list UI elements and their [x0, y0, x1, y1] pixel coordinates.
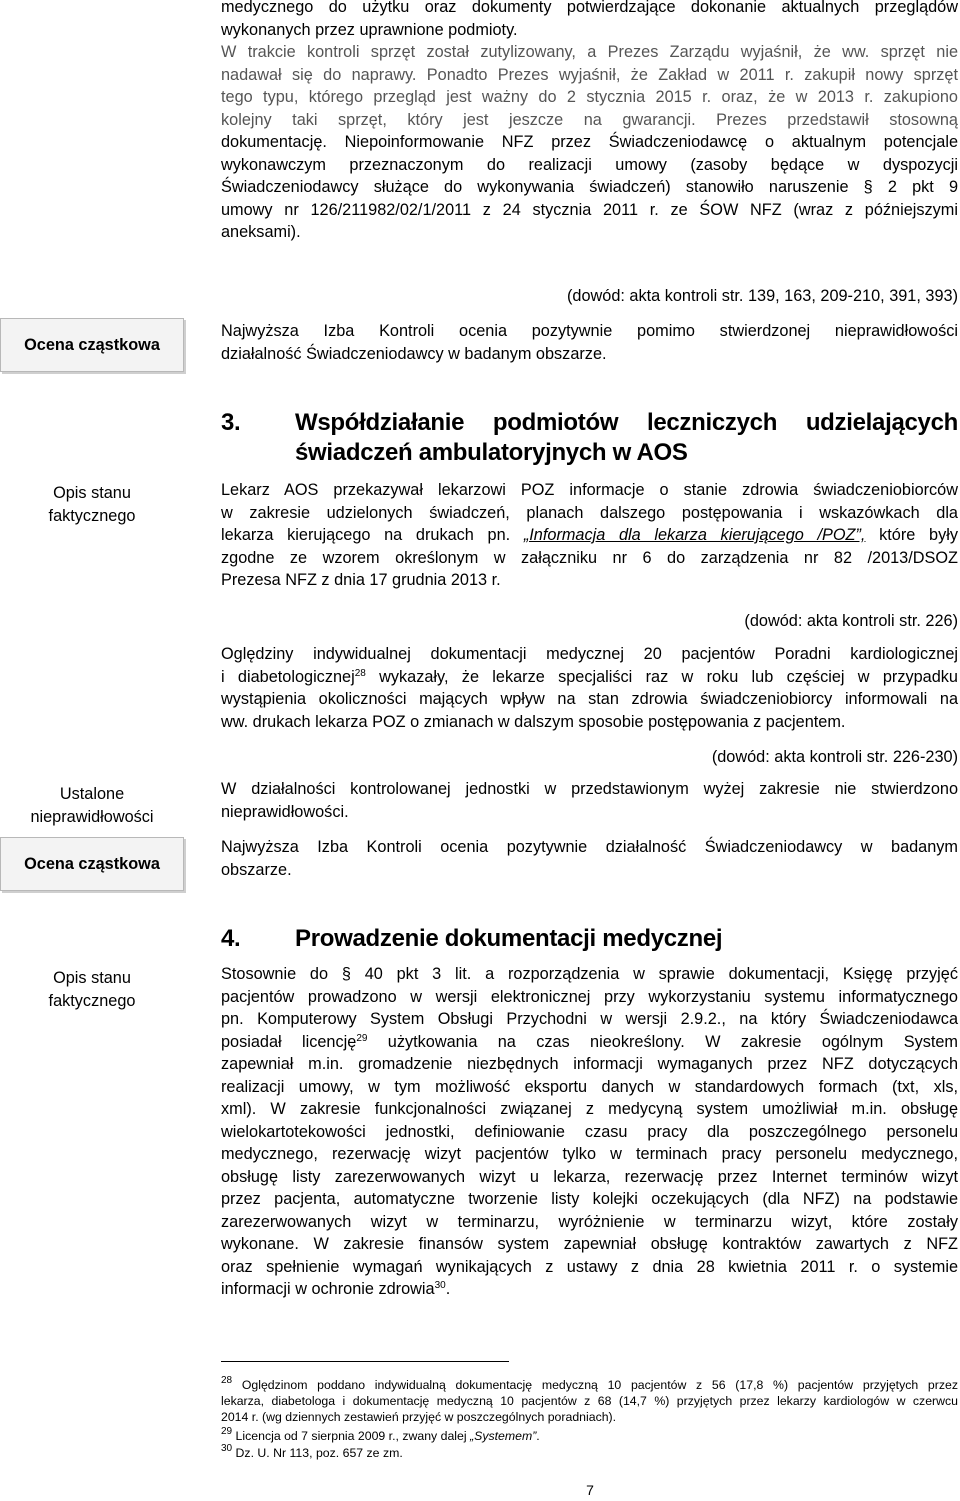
text-line: umowy nr 126/211982/02/1/2011 z 24 stycznia 2011 r. ze ŚOW NFZ (wraz z późniejszymi	[221, 200, 958, 219]
side-label-findings: Ustalone nieprawidłowości	[30, 785, 154, 826]
findings-text: W działalności kontrolowanej jednostki w przedstawionym wyżej zakresie nie stwierdzono nieprawidłowości.	[221, 780, 958, 821]
section-title: Współdziałanie podmiotów leczniczych udzielających	[295, 409, 958, 436]
footnote-30: $^{30}$ Dz. U. Nr 113, poz. 657 ze zm.	[221, 1443, 403, 1460]
text-line: dokumentację. Niepoinformowanie NFZ przez Świadczeniodawcę o aktualnym potencjale	[221, 133, 958, 151]
text-line: kolejny taki sprzęt, który jest jeszcze na gwarancji. Prezes przedstawił stosowną	[221, 110, 958, 129]
section-4-paragraph: Stosownie do § 40 pkt 3 lit. a rozporządzenia w sprawie dokumentacji, Księgę przyjęć pacjentów prowadzono w wersji elektronicznej przy wykorzystaniu systemu informatycznego pn. Komputerowy System Obsługi Przychodni w wersji 2.9.2., na który Świadczeniodawca posiadał licencję$^{29}$ użytkowania na czas nieokreślony. W zakresie ogólnym System zapewniał m.in. gromadzenie niezbędnych informacji wymaganych przez NFZ dotyczących realizacji umowy, w tym możliwość eksportu danych w standardowych formach (txt, xls, xml). W zakresie funkcjonalności związanej z medycyną system umożliwiał m.in. obsługę wielokartotekowości jednostki, definiowanie czasu pracy dla poszczególnego personelu medycznego, rezerwację wizyt pacjentów tylko w terminach pracy personelu medycznego, obsługę listy zarezerwowanych wizyt u lekarza, rezerwację przez Internet terminów wizyt przez pacjenta, automatyczne tworzenie listy kolejki oczekujących (dla NFZ) na podstawie zarezerwowanych wizyt w terminarzu, wyróżnienie w terminarzu wizyt, które zostały wykonane. W zakresie finansów system zapewniał obsługę kontraktów zawartych z NFZ oraz spełnienie wymagań wynikających z ustawy z dnia 28 kwietnia 2011 r. o systemie informacji w ochronie zdrowia$^{30}$.	[221, 965, 958, 1298]
text-line: nadawał się do naprawy. Ponadto Prezes wyjaśnił, że Zakład w 2011 r. zakupił nowy sprzęt	[221, 65, 958, 84]
evidence-note: (dowód: akta kontroli str. 226)	[744, 612, 958, 630]
section-title: świadczeń ambulatoryjnych w AOS	[295, 439, 688, 466]
evidence-note: (dowód: akta kontroli str. 139, 163, 209-210, 391, 393)	[566, 287, 958, 305]
assessment-text: Najwyższa Izba Kontroli ocenia pozytywnie działalność Świadczeniodawcy w badanym obszarze.	[221, 838, 958, 879]
assessment-box: Ocena cząstkowa	[0, 318, 184, 372]
text-line: medycznego do użytku oraz dokumenty potwierdzające dokonanie aktualnych przeglądów	[221, 0, 958, 16]
text-line: tego typu, którego przegląd jest ważny do 2 stycznia 2015 r. oraz, że w 2013 r. zakupiono	[221, 88, 958, 106]
text-line: W trakcie kontroli sprzęt został zutylizowany, a Prezes Zarządu wyjaśnił, że ww. sprzęt nie	[221, 43, 958, 61]
section-4-heading	[221, 924, 958, 956]
assessment-text	[221, 320, 958, 365]
evidence-note: (dowód: akta kontroli str. 226-230)	[711, 748, 958, 766]
text-line: Świadczeniodawcy służące do wykonywania świadczeń) stanowiło naruszenie § 2 pkt 9	[221, 178, 958, 196]
section-title: Prowadzenie dokumentacji medycznej	[295, 925, 723, 952]
top-paragraph	[221, 0, 958, 244]
section-number: 3.	[221, 409, 241, 436]
section-3-paragraph-1: Lekarz AOS przekazywał lekarzowi POZ informacje o stanie zdrowia świadczeniobiorców w zakresie udzielonych świadczeń, planach dalszego postępowania i wskazówkach dla lekarza kierującego na drukach pn. „Informacja dla lekarza kierującego /POZ”, które były zgodne ze wzorem określonym w załączniku nr 6 do zarządzenia nr 82 /2013/DSOZ Prezesa NFZ z dnia 17 grudnia 2013 r.	[221, 481, 958, 589]
text-line: wykonanych przez uprawnione podmioty.	[221, 20, 518, 39]
section-3-heading	[221, 408, 958, 470]
text-line: Najwyższa Izba Kontroli ocenia pozytywnie pomimo stwierdzonej nieprawidłowości	[221, 322, 958, 340]
side-label-facts: Opis stanu faktycznego	[48, 969, 136, 1010]
footnote-separator	[221, 1361, 509, 1362]
footnote-28: $^{28}$ Oględzinom poddano indywidualną dokumentację medyczną 10 pacjentów z 56 (17,8 %) pacjentów przyjętych przez lekarza, diabetologa i dokumentację medyczną 10 pacjentów z 68 (14,7 %) przyjętych przez lekarzy kardiologów w czerwcu 2014 r. (wg dziennych zestawień przyjęć w poszczególnych poradniach).	[221, 1375, 958, 1424]
text-line: wykonawczym przeznaczonym do realizacji umowy (zasoby będące w dyspozycji	[221, 155, 958, 174]
assessment-box: Ocena cząstkowa	[0, 837, 184, 891]
section-3-paragraph-2: Oględziny indywidualnej dokumentacji medycznej 20 pacjentów Poradni kardiologicznej i diabetologicznej$^{28}$ wykazały, że lekarze specjaliści raz w roku lub częściej w przypadku wystąpienia okoliczności mających wpływ na stan zdrowia świadczeniobiorcy informowali na ww. drukach lekarza POZ o zmianach w dalszym sposobie postępowania z pacjentem.	[221, 645, 958, 731]
text-line: działalność Świadczeniodawcy w badanym obszarze.	[221, 344, 607, 363]
footnote-29: $^{29}$ Licencja od 7 sierpnia 2009 r., zwany dalej „Systemem”.	[221, 1426, 540, 1443]
side-label-facts: Opis stanu faktycznego	[48, 484, 136, 525]
page-number: 7	[586, 1482, 594, 1498]
text-line: aneksami).	[221, 223, 301, 241]
section-number: 4.	[221, 925, 241, 952]
